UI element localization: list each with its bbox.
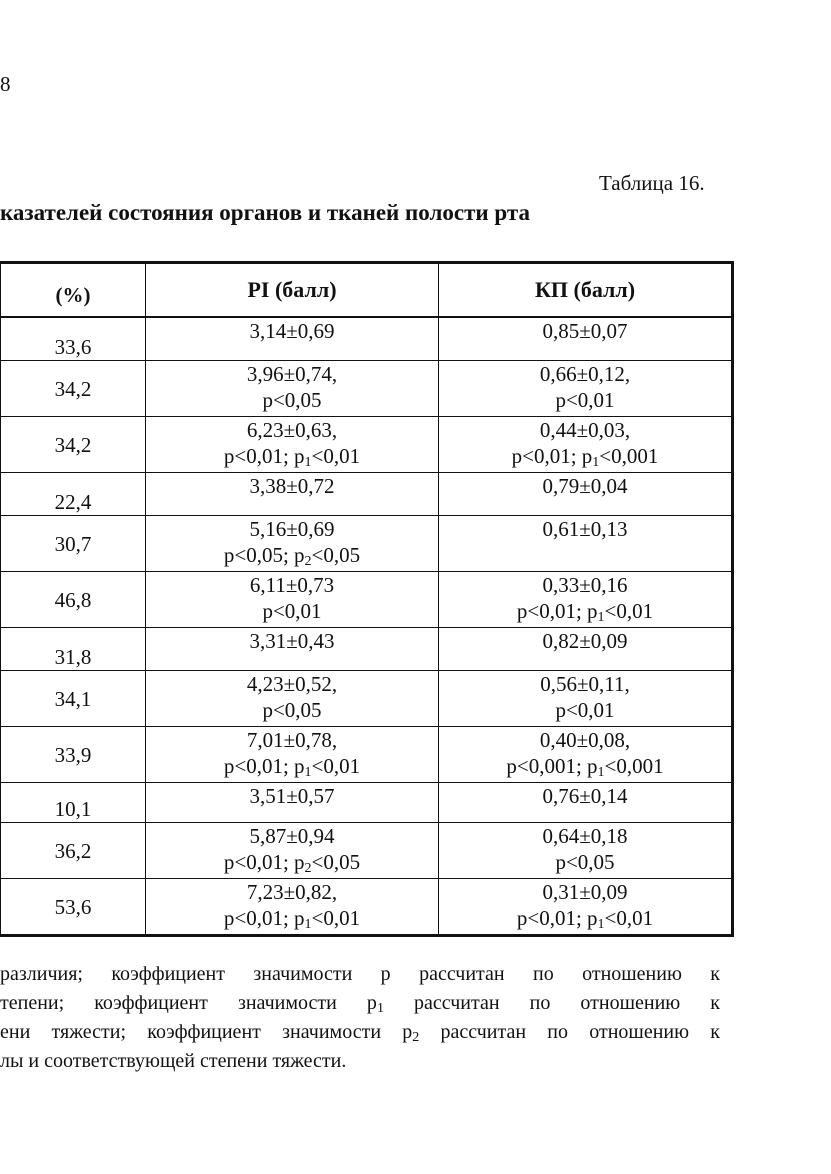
table-row <box>1 516 733 572</box>
cell-percent: 53,6 <box>1 879 146 936</box>
cell-pi <box>146 783 439 823</box>
cell-pi <box>146 671 439 727</box>
table-row <box>1 727 733 783</box>
cell-kp <box>439 473 733 516</box>
cell-percent: 30,7 <box>1 516 146 572</box>
table-row <box>1 783 733 823</box>
table-header-row <box>1 263 733 318</box>
cell-pi <box>146 417 439 473</box>
cell-pi-significance: p<0,05; $p_2<0,05$ <box>223 543 361 569</box>
footnote-line: ени тяжести; коэффициент значимости $p_2$ рассчитан по отношению к <box>0 1021 721 1045</box>
table-row <box>1 572 733 628</box>
cell-kp-value: 0,82±0,09 <box>542 629 628 653</box>
table-row <box>1 671 733 727</box>
cell-kp <box>439 671 733 727</box>
cell-pi-value: 3,96±0,74, <box>246 362 338 386</box>
header-kp: КП (балл) <box>439 263 733 318</box>
cell-pi <box>146 516 439 572</box>
cell-kp-value: 0,61±0,13 <box>542 517 628 541</box>
cell-percent: 10,1 <box>1 783 146 823</box>
cell-kp <box>439 417 733 473</box>
cell-kp-significance: p<0,01; $p_1<0,01$ <box>516 906 654 932</box>
cell-kp-significance: p<0,01 <box>555 698 615 722</box>
cell-pi <box>146 473 439 516</box>
cell-pi <box>146 823 439 879</box>
cell-kp-significance: p<0,05 <box>555 850 615 874</box>
cell-pi-value: 6,11±0,73 <box>249 573 335 597</box>
cell-pi-value: 3,14±0,69 <box>249 319 335 343</box>
cell-kp-value: 0,76±0,14 <box>542 784 628 808</box>
cell-kp-value: 0,33±0,16 <box>542 573 628 597</box>
cell-percent: 34,2 <box>1 361 146 417</box>
cell-pi-value: 3,31±0,43 <box>249 629 335 653</box>
cell-kp <box>439 317 733 361</box>
cell-pi <box>146 879 439 936</box>
cell-pi <box>146 317 439 361</box>
cell-percent: 34,1 <box>1 671 146 727</box>
cell-kp-value: 0,56±0,11, <box>540 672 630 696</box>
cell-kp <box>439 516 733 572</box>
cell-percent: 36,2 <box>1 823 146 879</box>
page-number: 8 <box>0 72 11 96</box>
table-caption: Таблица 16. <box>599 171 705 195</box>
cell-kp <box>439 823 733 879</box>
cell-pi-value: 5,16±0,69 <box>249 517 335 541</box>
cell-kp-value: 0,44±0,03, <box>539 418 631 442</box>
cell-pi <box>146 572 439 628</box>
cell-pi-value: 5,87±0,94 <box>249 824 335 848</box>
cell-pi-significance: p<0,01; $p_1<0,01$ <box>223 754 361 780</box>
table-title: казателей состояния органов и тканей полости рта <box>0 200 530 225</box>
cell-percent: 33,6 <box>1 317 146 361</box>
table-row <box>1 473 733 516</box>
footnote-line: лы и соответствующей степени тяжести. <box>0 1050 347 1072</box>
table-row <box>1 361 733 417</box>
table-row <box>1 317 733 361</box>
cell-kp <box>439 572 733 628</box>
cell-percent: 34,2 <box>1 417 146 473</box>
header-percent: (%) <box>1 263 146 318</box>
cell-kp-significance: p<0,01; $p_1<0,01$ <box>516 599 654 625</box>
cell-pi <box>146 628 439 671</box>
data-table <box>0 261 734 937</box>
cell-kp <box>439 628 733 671</box>
cell-pi-significance: p<0,05 <box>262 388 322 412</box>
cell-pi-value: 3,51±0,57 <box>249 784 335 808</box>
footnote <box>0 960 720 1076</box>
cell-percent: 31,8 <box>1 628 146 671</box>
cell-pi-significance: p<0,01 <box>262 599 322 623</box>
footnote-line: тепени; коэффициент значимости $p_1$ рассчитан по отношению к <box>0 992 721 1016</box>
cell-kp-significance: p<0,001; $p_1<0,001$ <box>506 754 664 780</box>
cell-kp <box>439 783 733 823</box>
cell-pi-significance: p<0,01; $p_1<0,01$ <box>223 906 361 932</box>
cell-kp-value: 0,64±0,18 <box>542 824 628 848</box>
table-row <box>1 628 733 671</box>
cell-kp <box>439 727 733 783</box>
cell-kp <box>439 361 733 417</box>
cell-pi-value: 7,01±0,78, <box>246 728 338 752</box>
cell-pi-value: 3,38±0,72 <box>249 474 335 498</box>
cell-pi <box>146 361 439 417</box>
cell-percent: 46,8 <box>1 572 146 628</box>
cell-pi-significance: p<0,01; $p_1<0,01$ <box>223 444 361 470</box>
cell-kp-value: 0,66±0,12, <box>539 362 631 386</box>
cell-pi-value: 7,23±0,82, <box>246 880 338 904</box>
cell-percent: 33,9 <box>1 727 146 783</box>
cell-kp-value: 0,40±0,08, <box>539 728 631 752</box>
cell-kp-value: 0,85±0,07 <box>542 319 628 343</box>
table-row <box>1 879 733 936</box>
table-row <box>1 417 733 473</box>
cell-pi <box>146 727 439 783</box>
cell-pi-value: 6,23±0,63, <box>246 418 338 442</box>
cell-pi-significance: p<0,05 <box>262 698 322 722</box>
cell-pi-value: 4,23±0,52, <box>246 672 338 696</box>
cell-kp <box>439 879 733 936</box>
cell-kp-value: 0,79±0,04 <box>542 474 628 498</box>
cell-pi-significance: p<0,01; $p_2<0,05$ <box>223 850 361 876</box>
header-pi: PI (балл) <box>146 263 439 318</box>
cell-kp-significance: p<0,01; $p_1<0,001$ <box>511 444 659 470</box>
table-row <box>1 823 733 879</box>
cell-percent: 22,4 <box>1 473 146 516</box>
cell-kp-significance: p<0,01 <box>555 388 615 412</box>
footnote-line: различия; коэффициент значимости p рассчитан по отношению к <box>0 963 720 985</box>
cell-kp-value: 0,31±0,09 <box>542 880 628 904</box>
